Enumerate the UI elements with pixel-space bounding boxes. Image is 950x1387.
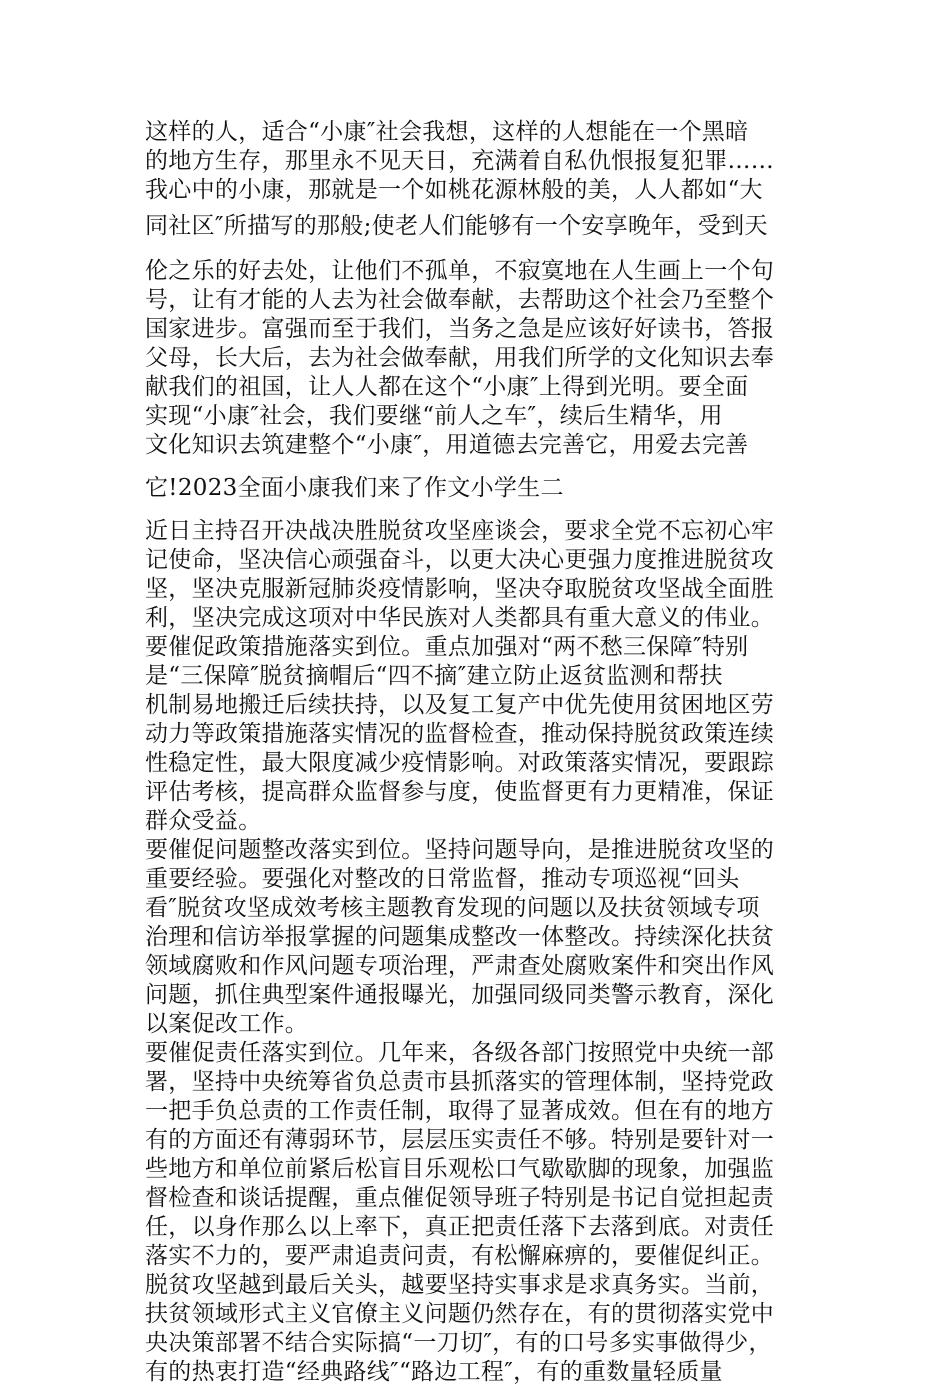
text-line: 有的热衷打造“经典路线″“路边工程″，有的重数量轻质量 [145,1359,723,1385]
text-line: 实现“小康″社会，我们要继“前人之车″，续后生精华，用 [145,403,723,429]
text-line: 脱贫攻坚越到最后关头，越要坚持实事求是求真务实。当前， [145,1272,775,1298]
text-line: 的地方生存，那里永不见天日，充满着自私仇恨报复犯罪…… [145,148,775,174]
text-line: 性稳定性，最大限度减少疫情影响。对政策落实情况，要跟踪 [145,750,775,776]
text-line: 重要经验。要强化对整改的日常监督，推动专项巡视“回头 [145,866,740,892]
text-line: 评估考核，提高群众监督参与度，使监督更有力更精准，保证 [145,779,775,805]
text-line: 近日主持召开决战决胜脱贫攻坚座谈会，要求全党不忘初心牢 [145,518,775,544]
text-line: 督检查和谈话提醒，重点催促领导班子特别是书记自觉担起责 [145,1185,775,1211]
text-line: 坚，坚决克服新冠肺炎疫情影响，坚决夺取脱贫攻坚战全面胜 [145,576,775,602]
text-line: 一把手负总责的工作责任制，取得了显著成效。但在有的地方 [145,1098,775,1124]
text-line: 父母，长大后，去为社会做奉献，用我们所学的文化知识去奉 [145,345,775,371]
text-line: 署，坚持中央统筹省负总责市县抓落实的管理体制，坚持党政 [145,1069,775,1095]
text-line: 文化知识去筑建整个“小康″，用道德去完善它，用爱去完善 [145,432,749,458]
text-line: 动力等政策措施落实情况的监督检查，推动保持脱贫政策连续 [145,721,775,747]
text-line: 献我们的祖国，让人人都在这个“小康″上得到光明。要全面 [145,374,749,400]
text-line: 利，坚决完成这项对中华民族对人类都具有重大意义的伟业。 [145,605,775,631]
text-line: 扶贫领域形式主义官僚主义问题仍然存在，有的贯彻落实党中 [145,1301,775,1327]
text-line: 要催促问题整改落实到位。坚持问题导向，是推进脱贫攻坚的 [145,837,775,863]
text-line: 要催促政策措施落实到位。重点加强对“两不愁三保障″特别 [145,634,749,660]
text-line: 记使命，坚决信心顽强奋斗，以更大决心更强力度推进脱贫攻 [145,547,775,573]
text-line: 这样的人，适合“小康″社会我想，这样的人想能在一个黑暗 [145,119,749,145]
text-line: 治理和信访举报掌握的问题集成整改一体整改。持续深化扶贫 [145,924,775,950]
text-line: 任，以身作那么以上率下，真正把责任落下去落到底。对责任 [145,1214,775,1240]
text-line: 机制易地搬迁后续扶持，以及复工复产中优先使用贫困地区劳 [145,692,775,718]
text-line: 我心中的小康，那就是一个如桃花源林般的美，人人都如“大 [145,177,763,203]
text-line: 要催促责任落实到位。几年来，各级各部门按照党中央统一部 [145,1040,775,1066]
text-line: 是“三保障″脱贫摘帽后“四不摘″建立防止返贫监测和帮扶 [145,663,723,689]
text-line: 些地方和单位前紧后松盲目乐观松口气歇歇脚的现象，加强监 [145,1156,775,1182]
text-line: 伦之乐的好去处，让他们不孤单，不寂寞地在人生画上一个句 [145,258,775,284]
text-line: 号，让有才能的人去为社会做奉献，去帮助这个社会乃至整个 [145,287,775,313]
document-page [145,118,815,1387]
text-line: 有的方面还有薄弱环节，层层压实责任不够。特别是要针对一 [145,1127,775,1153]
text-line: 领域腐败和作风问题专项治理，严肃查处腐败案件和突出作风 [145,953,775,979]
text-line: 群众受益。 [145,808,262,834]
text-line: 央决策部署不结合实际搞“一刀切″，有的口号多实事做得少， [145,1330,772,1356]
text-line: 看″脱贫攻坚成效考核主题教育发现的问题以及扶贫领域专项 [145,895,760,921]
text-line: 以案促改工作。 [145,1011,309,1037]
text-line: 国家进步。富强而至于我们，当务之急是应该好好读书，答报 [145,316,775,342]
section-title: 它!2023全面小康我们来了作文小学生二 [145,475,564,501]
text-line: 落实不力的，要严肃追责问责，有松懈麻痹的，要催促纠正。 [145,1243,775,1269]
text-line: 问题，抓住典型案件通报曝光，加强同级同类警示教育，深化 [145,982,775,1008]
text-line: 同社区″所描写的那般;使老人们能够有一个安享晚年，受到天 [145,213,768,239]
